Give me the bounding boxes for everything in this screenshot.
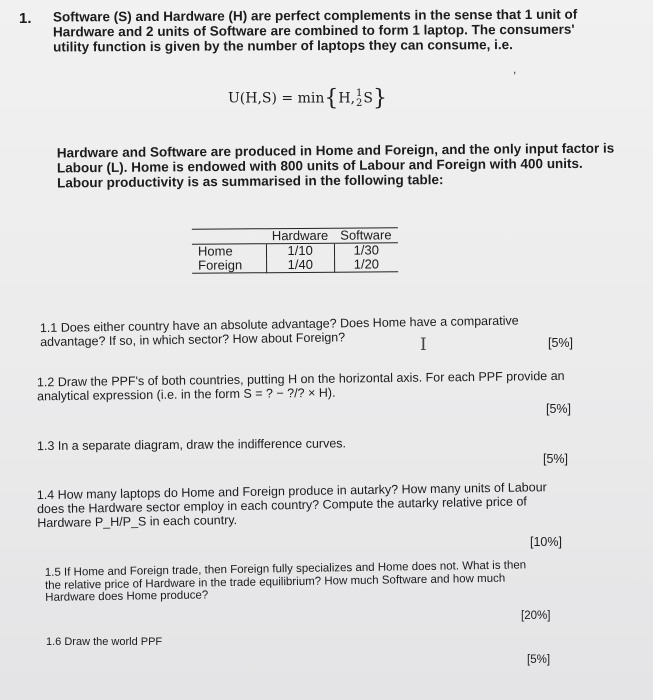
question-1-1: 1.1 Does either country have an absolute advantage? Does Home have a comparative advantage? If so, in which sector? How about Foreign? <box>39 313 519 350</box>
pen-mark: , <box>513 62 517 76</box>
formula-close-brace: } <box>373 86 388 111</box>
question-1-6-mark: [5%] <box>527 654 551 666</box>
question-1-2-mark: [5%] <box>546 402 572 416</box>
column-header-software: Software <box>334 228 397 243</box>
formula-h-term: H, <box>338 90 356 107</box>
question-1-4: 1.4 How many laptops do Home and Foreign produce in autarky? How many units of Labour does the Hardware sector employ in each country? Compute the autarky relative price of Hardware P_H/P_S in each country. <box>36 480 547 531</box>
formula-lhs: U(H,S) = min <box>228 90 325 107</box>
cell-foreign-hardware: 1/40 <box>266 258 334 273</box>
utility-formula <box>228 86 387 111</box>
question-1-1-mark: [5%] <box>548 336 574 350</box>
cell-foreign-software: 1/20 <box>334 257 397 272</box>
row-label-home: Home <box>192 244 266 259</box>
productivity-table <box>192 227 398 273</box>
column-header-hardware: Hardware <box>266 228 334 243</box>
cell-home-hardware: 1/10 <box>266 243 334 258</box>
table-corner <box>192 229 266 245</box>
question-1-5-mark: [20%] <box>521 610 551 622</box>
formula-s-term: S <box>363 90 374 107</box>
row-label-foreign: Foreign <box>192 258 266 273</box>
fraction-denominator: 2 <box>356 97 363 109</box>
text-cursor-icon: I <box>420 335 427 355</box>
setup-paragraph: Hardware and Software are produced in Home and Foreign, and the only input factor is Labour (L). Home is endowed with 800 units of Labour and Foreign with 400 units. Labour productivity is as summarised in the following table: <box>56 140 615 191</box>
question-1-3-mark: [5%] <box>543 452 569 466</box>
table-row <box>192 257 398 273</box>
question-1-4-mark: [10%] <box>530 535 562 549</box>
question-1-6: 1.6 Draw the world PPF <box>46 636 163 648</box>
intro-paragraph: Software (S) and Hardware (H) are perfect complements in the sense that 1 unit of Hardware and 2 units of Software are combined to form 1 laptop. The consumers' utility function is given by the number of laptops they can consume, i.e. <box>52 6 578 55</box>
formula-open-brace: { <box>324 86 339 111</box>
formula-fraction <box>356 89 362 109</box>
question-number: 1. <box>19 10 32 27</box>
question-1-5: 1.5 If Home and Foreign trade, then Foreign fully specializes and Home does not. What is then the relative price of Hardware in the trade equilibrium? How much Software and how much Hardware does Home produce? <box>44 559 527 604</box>
cell-home-software: 1/30 <box>353 242 379 258</box>
fraction-numerator: 1 <box>356 87 363 99</box>
question-1-3: 1.3 In a separate diagram, draw the indifference curves. <box>36 436 347 454</box>
question-1-2: 1.2 Draw the PPF's of both countries, putting H on the horizontal axis. For each PPF provide an analytical expression (i.e. in the form S = ? − ?/? × H). <box>36 368 565 404</box>
